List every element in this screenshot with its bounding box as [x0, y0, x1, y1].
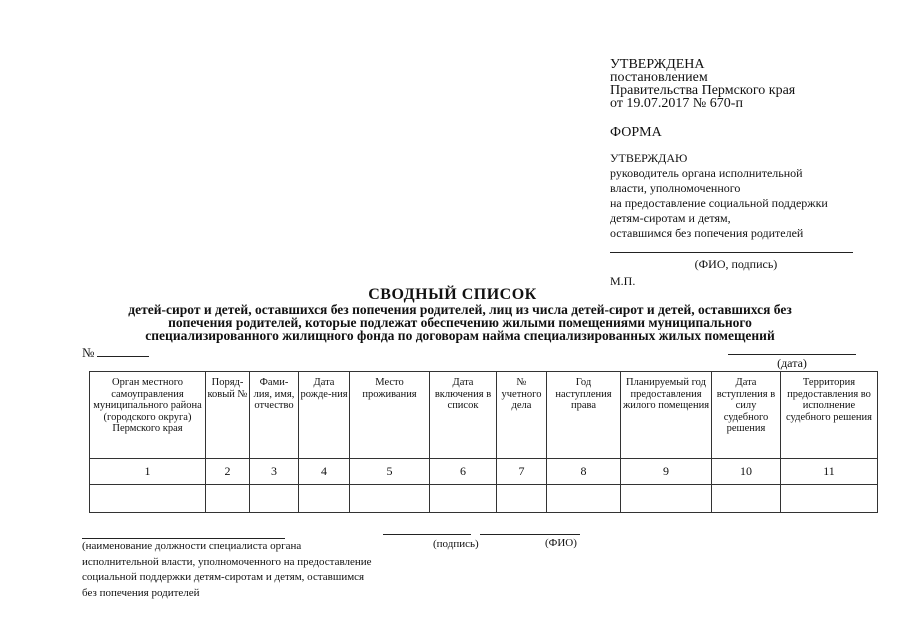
date-line	[728, 354, 856, 355]
empty-cell	[497, 485, 547, 513]
column-number-cell: 6	[430, 459, 497, 485]
header-cell: Дата включения в список	[430, 372, 497, 459]
empty-cell	[430, 485, 497, 513]
date-caption: (дата)	[777, 356, 807, 370]
table-number-row	[90, 459, 878, 485]
approval-block	[610, 58, 795, 110]
column-number-cell: 4	[299, 459, 350, 485]
approve-line: власти, уполномоченного	[610, 181, 741, 195]
position-caption	[82, 539, 372, 601]
empty-cell	[299, 485, 350, 513]
header-cell: № учетного дела	[497, 372, 547, 459]
header-cell: Поряд-ковый №	[206, 372, 250, 459]
column-number-cell: 3	[250, 459, 299, 485]
column-number-cell: 5	[350, 459, 430, 485]
column-number-cell: 2	[206, 459, 250, 485]
summary-table	[89, 371, 878, 513]
signature-line	[383, 534, 471, 535]
approve-line: оставшимся без попечения родителей	[610, 226, 804, 240]
empty-cell	[712, 485, 781, 513]
approve-line: руководитель органа исполнительной	[610, 166, 803, 180]
header-cell: Фами-лия, имя, отчество	[250, 372, 299, 459]
table-header-row	[90, 372, 878, 459]
position-caption-line: исполнительной власти, уполномоченного на предоставление	[82, 555, 372, 568]
column-number-cell: 9	[621, 459, 712, 485]
column-number-cell: 7	[497, 459, 547, 485]
empty-cell	[621, 485, 712, 513]
approval-line: Правительства Пермского края	[610, 83, 796, 98]
table-empty-row	[90, 485, 878, 513]
empty-cell	[250, 485, 299, 513]
fio-line	[480, 534, 580, 535]
empty-cell	[350, 485, 430, 513]
column-number-cell: 10	[712, 459, 781, 485]
signature-caption: (подпись)	[433, 538, 479, 550]
fio-caption: (ФИО)	[545, 537, 577, 549]
approve-line: детям-сиротам и детям,	[610, 211, 731, 225]
approval-line: постановлением	[610, 70, 708, 85]
empty-cell	[90, 485, 206, 513]
form-label: ФОРМА	[610, 125, 662, 140]
approval-line: от 19.07.2017 № 670-п	[610, 96, 743, 111]
column-number-cell: 11	[781, 459, 878, 485]
approver-signature-caption: (ФИО, подпись)	[694, 257, 778, 271]
document-subtitle: детей-сирот и детей, оставшихся без попечения родителей, лиц из числа детей-сирот и детей, оставшихся без попечения родителей, которые подлежат обеспечению жилыми помещениями муниципального специализированного жилищного фонда по договорам найма специализированных жилых помещений	[128, 302, 792, 343]
empty-cell	[781, 485, 878, 513]
document-title: СВОДНЫЙ СПИСОК	[368, 286, 537, 303]
number-line	[97, 356, 149, 357]
column-number-cell: 1	[90, 459, 206, 485]
header-cell: Орган местного самоуправления муниципального района (городского округа) Пермского края	[90, 372, 206, 459]
position-caption-line: без попечения родителей	[82, 586, 200, 599]
header-cell: Место проживания	[350, 372, 430, 459]
header-cell: Дата рожде-ния	[299, 372, 350, 459]
header-cell: Год наступления права	[547, 372, 621, 459]
number-label: №	[82, 345, 95, 360]
stamp-label: М.П.	[610, 274, 636, 288]
approval-line: УТВЕРЖДЕНА	[610, 57, 705, 72]
approve-line: на предоставление социальной поддержки	[610, 196, 828, 210]
column-number-cell: 8	[547, 459, 621, 485]
approve-line: УТВЕРЖДАЮ	[610, 151, 688, 165]
empty-cell	[206, 485, 250, 513]
header-cell: Территория предоставления во исполнение судебного решения	[781, 372, 878, 459]
position-caption-line: (наименование должности специалиста органа	[82, 540, 302, 552]
header-cell: Планируемый год предоставления жилого помещения	[621, 372, 712, 459]
position-caption-line: социальной поддержки детям-сиротам и детям, оставшимся	[82, 571, 365, 583]
approve-block	[610, 151, 828, 241]
header-cell: Дата вступления в силу судебного решения	[712, 372, 781, 459]
empty-cell	[547, 485, 621, 513]
approver-signature-line	[610, 252, 853, 253]
